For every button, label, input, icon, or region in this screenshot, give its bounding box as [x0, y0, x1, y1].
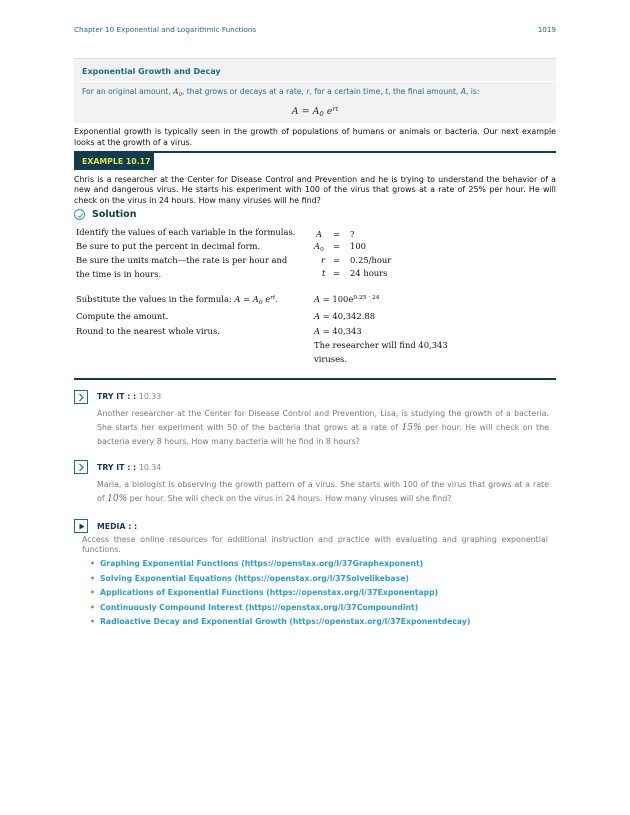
try-it-label: TRY IT : : [97, 392, 139, 401]
try-it-text-part: Another researcher at the Center for Disease Control and Prevention, Lisa, is studying the growth of a bacteria. She starts her experiment with 50 of the bacteria that grows at a rate of [97, 409, 549, 432]
running-header [74, 25, 556, 37]
example-label: EXAMPLE 10.17 [74, 153, 154, 170]
bullet-icon: • [90, 588, 95, 597]
media-link-label: Radioactive Decay and Exponential Growth (https://openstax.org/l/37Exponentdecay) [100, 617, 471, 626]
math-expr: = 100e [320, 294, 354, 304]
step-identify: Identify the values of each variable in the formulas. [76, 227, 296, 237]
math-exponent: 0.25 · 24 [353, 295, 380, 301]
note-text-part: For an original amount, [82, 87, 174, 96]
media-link-label: Applications of Exponential Functions (https://openstax.org/l/37Exponentapp) [100, 588, 439, 597]
work-round [314, 326, 362, 336]
media-link[interactable] [90, 559, 470, 574]
formula-base: e [323, 106, 333, 117]
step-units-line2: the time is in hours. [76, 269, 162, 279]
work-val-t: 24 hours [350, 268, 388, 278]
media-link-label: Continuously Compound Interest (https://openstax.org/l/37Compoundint) [100, 602, 419, 612]
try-it-label: TRY IT : : [97, 463, 139, 472]
work-equals: = [333, 268, 341, 278]
math-var: r [306, 87, 310, 96]
work-answer-line1: The researcher will find 40,343 [314, 340, 448, 350]
try-it-number: 10.34 [138, 463, 162, 472]
work-substitute [314, 294, 379, 304]
step-round: Round to the nearest whole virus. [76, 326, 220, 336]
work-val-r: 0.25/hour [350, 255, 392, 265]
step-compute: Compute the amount. [76, 311, 169, 321]
bullet-icon: • [90, 602, 95, 612]
work-var-a [316, 229, 322, 239]
work-equals: = [333, 241, 341, 251]
note-box [74, 58, 556, 123]
try-it-text-part: Maria, a biologist is observing the growth pattern of a virus. She starts with 100 of the virus that grows at a rate of [97, 480, 549, 503]
media-title: MEDIA : : [97, 522, 138, 531]
math-var: t [322, 268, 326, 278]
math-var: A [314, 326, 321, 336]
intro-paragraph: Exponential growth is typically seen in the growth of populations of humans or animals or bacteria. Our next example looks at the growth of a virus. [74, 127, 556, 147]
note-divider [78, 81, 556, 82]
math-expr: = 40,342.88 [320, 311, 376, 321]
math-subscript: 0 [320, 247, 324, 253]
chevron-right-icon [74, 460, 88, 474]
note-text-part: , for a certain time, [309, 87, 386, 96]
work-val-a: ? [350, 229, 355, 239]
step-substitute-text: Substitute the values in the formula: [76, 294, 235, 304]
example-bottom-rule [74, 378, 556, 380]
try-it-rate: 10% [107, 494, 128, 504]
work-var-a0 [314, 241, 324, 251]
math-symbol [173, 87, 182, 96]
note-text [82, 87, 479, 96]
try-it-text [97, 478, 549, 506]
media-link[interactable] [90, 573, 470, 589]
try-it-number: 10.33 [138, 392, 162, 401]
bullet-icon: • [90, 617, 95, 626]
try-it-title [97, 463, 161, 472]
play-icon [74, 519, 88, 533]
try-it-text-part: per hour. She will check on the virus in 24 hours. How many viruses will she find? [127, 494, 452, 503]
math-var: A [314, 241, 321, 251]
media-link[interactable] [90, 602, 470, 618]
media-text: Access these online resources for additional instruction and practice with evaluating and graphing exponential functions. [82, 535, 548, 554]
try-it-rate: 15% [401, 423, 422, 433]
step-substitute [76, 294, 278, 304]
math-expr: = 40,343 [320, 326, 362, 336]
work-val-a0: 100 [350, 241, 366, 251]
math-var: A [316, 229, 323, 239]
step-substitute-end: . [275, 294, 279, 304]
media-links [90, 559, 471, 632]
work-var-t [322, 268, 325, 278]
math-var: A [314, 311, 321, 321]
media-link-label: Graphing Exponential Functions (https://openstax.org/l/37Graphexponent) [100, 559, 424, 568]
chevron-right-icon [74, 390, 88, 404]
step-formula [234, 294, 275, 304]
media-link-label: Solving Exponential Equations (https://openstax.org/l/37Solvelikebase) [100, 573, 409, 583]
math-var: A [460, 87, 466, 96]
check-circle-icon [74, 209, 85, 220]
bullet-icon: • [90, 573, 95, 583]
media-link[interactable] [90, 588, 470, 603]
note-text-part: , the final amount, [388, 87, 461, 96]
try-it-text-part: per hour. He will check on the bacteria every 8 hours. How many bacteria will he find in 8 hours? [97, 423, 549, 446]
step-formula-exponent: rt [270, 295, 276, 301]
note-title: Exponential Growth and Decay [82, 67, 221, 76]
work-compute [314, 311, 375, 321]
chapter-title: Chapter 10 Exponential and Logarithmic Functions [74, 25, 257, 34]
work-answer-line2: viruses. [314, 354, 348, 364]
math-var: A [314, 294, 321, 304]
step-formula-base: e [262, 294, 271, 304]
media-link[interactable] [90, 617, 471, 632]
bullet-icon: • [90, 559, 95, 568]
formula-main: A = A [291, 106, 320, 117]
math-var: r [321, 255, 326, 265]
example-problem: Chris is a researcher at the Center for Disease Control and Prevention and he is trying to understand the behavior of a new and dangerous virus. He starts his experiment with 100 of the virus that grows at a rate of 25% per hour. He will check on the virus in 24 hours. How many viruses will he find? [74, 175, 556, 205]
note-text-part: , that grows or decays at a rate, [181, 87, 307, 96]
step-formula-main: A = A [234, 294, 259, 304]
step-percent: Be sure to put the percent in decimal form. [76, 241, 261, 251]
work-equals: = [333, 229, 341, 239]
note-text-part: , is: [465, 87, 480, 96]
work-var-r [321, 255, 325, 265]
note-formula [74, 106, 556, 117]
try-it-title [97, 392, 161, 401]
work-equals: = [333, 255, 341, 265]
math-subscript: 0 [178, 92, 182, 98]
formula-subscript: 0 [319, 110, 324, 118]
page-number: 1019 [537, 25, 556, 34]
step-units-line1: Be sure the units match—the rate is per hour and [76, 255, 288, 265]
math-var: t [385, 87, 389, 96]
formula-exponent: rt [332, 105, 339, 113]
solution-label: Solution [92, 209, 137, 220]
try-it-text [97, 407, 549, 449]
math-var: A [173, 87, 179, 96]
step-formula-subscript: 0 [258, 300, 263, 306]
